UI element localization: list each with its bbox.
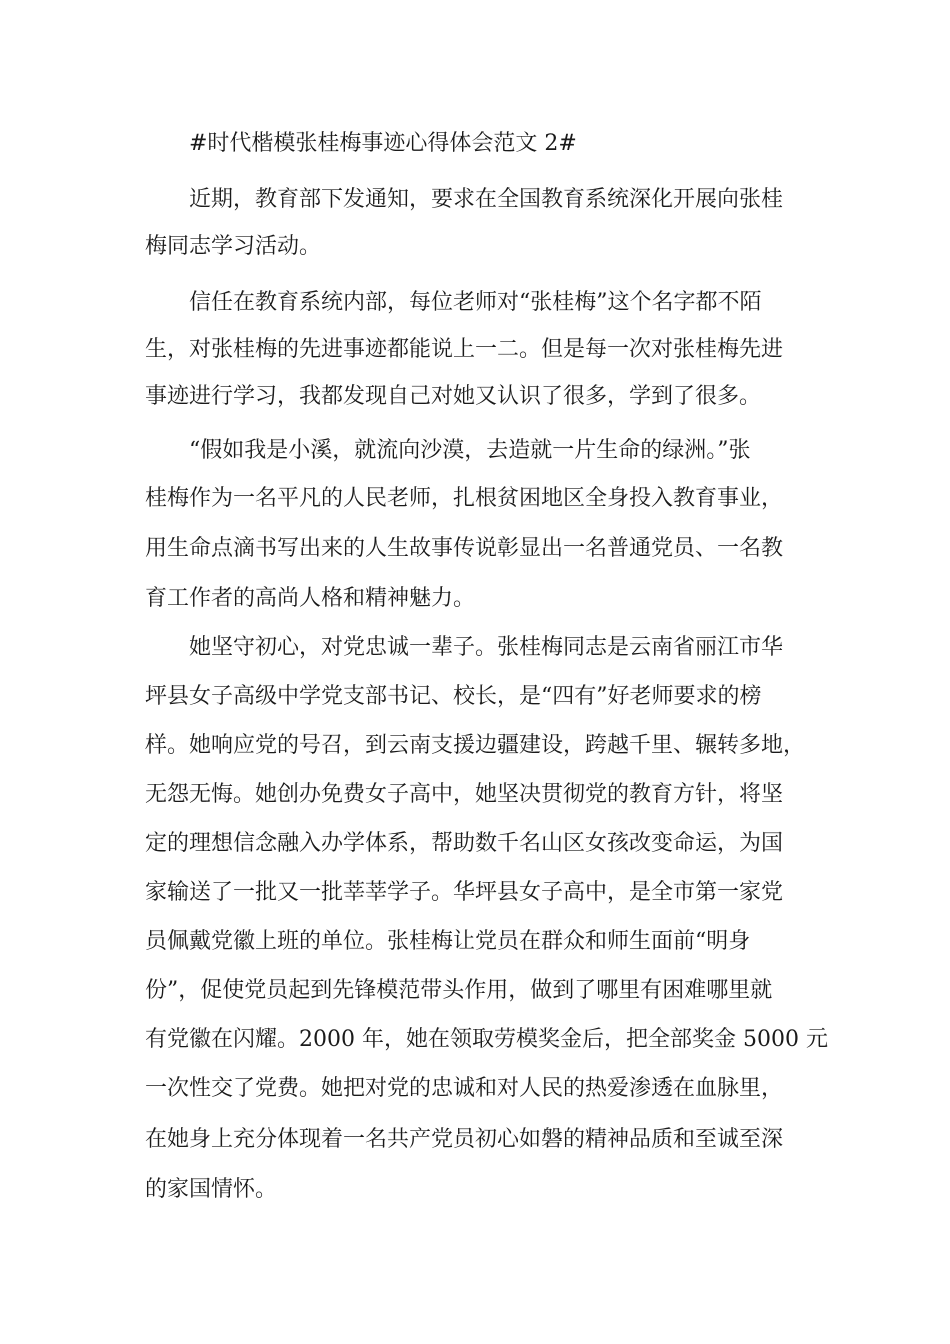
paragraph-line: 用生命点滴书写出来的人生故事传说彰显出一名普通党员、一名教 [145,536,784,561]
paragraph-line: “假如我是小溪，就流向沙漠，去造就一片生命的绿洲。”张 [189,438,751,463]
paragraph-line: 在她身上充分体现着一名共产党员初心如磐的精神品质和至诚至深 [145,1127,784,1152]
paragraph-line: 近期，教育部下发通知，要求在全国教育系统深化开展向张桂 [189,187,784,212]
paragraph-line: 生，对张桂梅的先进事迹都能说上一二。但是每一次对张桂梅先进 [145,337,784,362]
paragraph-line: 样。她响应党的号召，到云南支援边疆建设，跨越千里、辗转多地， [145,733,806,758]
paragraph-line: 无怨无悔。她创办免费女子高中，她坚决贯彻党的教育方针，将坚 [145,782,784,807]
paragraph-line: 家输送了一批又一批莘莘学子。华坪县女子高中，是全市第一家党 [145,880,784,905]
paragraph-line: 梅同志学习活动。 [145,234,322,259]
paragraph-line: 坪县女子高级中学党支部书记、校长，是“四有”好老师要求的榜 [145,684,762,709]
paragraph-line: 员佩戴党徽上班的单位。张桂梅让党员在群众和师生面前“明身 [145,929,751,954]
paragraph-line: 一次性交了党费。她把对党的忠诚和对人民的热爱渗透在血脉里， [145,1076,784,1101]
document-title: #时代楷模张桂梅事迹心得体会范文 2# [189,131,577,156]
paragraph-line: 信任在教育系统内部，每位老师对“张桂梅”这个名字都不陌 [189,290,762,315]
paragraph-line: 桂梅作为一名平凡的人民老师，扎根贫困地区全身投入教育事业， [145,486,784,511]
paragraph-line: 她坚守初心，对党忠诚一辈子。张桂梅同志是云南省丽江市华 [189,635,784,660]
paragraph-line: 育工作者的高尚人格和精神魅力。 [145,586,476,611]
paragraph-line: 有党徽在闪耀。2000 年，她在领取劳模奖金后，把全部奖金 5000 元 [145,1027,828,1052]
paragraph-line: 事迹进行学习，我都发现自己对她又认识了很多，学到了很多。 [145,384,762,409]
paragraph-line: 定的理想信念融入办学体系，帮助数千名山区女孩改变命运，为国 [145,831,784,856]
paragraph-line: 份”，促使党员起到先锋模范带头作用，做到了哪里有困难哪里就 [145,978,773,1003]
paragraph-line: 的家国情怀。 [145,1177,278,1202]
